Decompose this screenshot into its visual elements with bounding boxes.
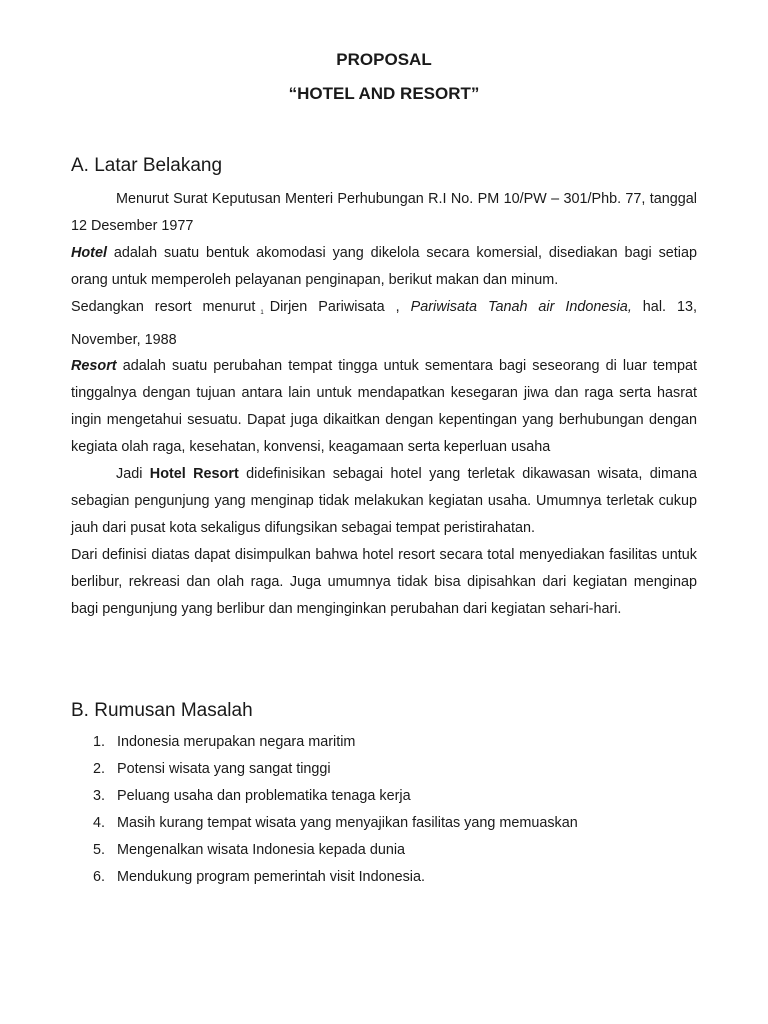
list-item bbox=[71, 864, 578, 891]
resort-source-author: Dirjen Pariwisata , bbox=[269, 298, 411, 315]
list-number: 3. bbox=[93, 787, 106, 804]
document-title: PROPOSAL bbox=[336, 50, 432, 69]
list-text: Potensi wisata yang sangat tinggi bbox=[117, 760, 331, 777]
resort-source-book: Pariwisata Tanah air Indonesia, bbox=[410, 298, 632, 315]
term-resort: Resort bbox=[71, 358, 117, 375]
list-number: 4. bbox=[93, 814, 106, 831]
hotel-resort-text: didefinisikan sebagai hotel yang terletak dikawasan wisata, dimana sebagian pengunjung yang menginap tidak melakukan kegiatan usaha. Umumnya terletak cukup jauh dari pusat kota sekaligus difungsikan sebagai tempat peristirahatan. bbox=[71, 466, 698, 536]
list-item bbox=[71, 729, 578, 756]
list-text: Mendukung program pemerintah visit Indonesia. bbox=[117, 868, 425, 885]
list-item bbox=[71, 837, 578, 864]
paragraph-resort-source bbox=[71, 294, 697, 354]
paragraph-decree: Menurut Surat Keputusan Menteri Perhubungan R.I No. PM 10/PW – 301/Phb. 77, tanggal 12 Desember 1977 bbox=[71, 191, 697, 234]
section-a-body bbox=[71, 186, 697, 623]
document-subtitle: “HOTEL AND RESORT” bbox=[288, 84, 480, 103]
list-text: Peluang usaha dan problematika tenaga kerja bbox=[117, 787, 411, 804]
list-item bbox=[71, 783, 578, 810]
paragraph-hotel-definition bbox=[71, 240, 697, 294]
footnote-marker: 1 bbox=[260, 309, 264, 316]
resort-source-end: hal. 13, November, 1988 bbox=[71, 298, 697, 348]
list-item bbox=[71, 756, 578, 783]
section-a-heading: A. Latar Belakang bbox=[71, 155, 223, 176]
list-item bbox=[71, 810, 578, 837]
paragraph-resort-definition bbox=[71, 353, 697, 461]
problem-list bbox=[71, 729, 578, 890]
hotel-definition-text: adalah suatu bentuk akomodasi yang dikelola secara komersial, disediakan bagi setiap orang untuk memperoleh pelayanan penginapan, berikut makan dan minum. bbox=[71, 244, 697, 288]
term-hotel-resort: Hotel Resort bbox=[149, 466, 239, 483]
list-text: Indonesia merupakan negara maritim bbox=[117, 734, 356, 750]
paragraph-hotel-resort bbox=[71, 461, 697, 542]
list-text: Mengenalkan wisata Indonesia kepada dunia bbox=[117, 841, 406, 858]
list-text: Masih kurang tempat wisata yang menyajikan fasilitas yang memuaskan bbox=[117, 814, 578, 831]
list-number: 1. bbox=[93, 734, 106, 750]
resort-source-start: Sedangkan resort menurut bbox=[71, 298, 256, 315]
term-hotel: Hotel bbox=[71, 244, 107, 261]
resort-definition-text: adalah suatu perubahan tempat tingga untuk sementara bagi seseorang di luar tempat tinggalnya dengan tujuan antara lain untuk mendapatkan kesegaran jiwa dan raga serta hasrat ingin mengetahui sesuatu. Dapat juga dikaitkan dengan kepentingan yang berhubungan dengan kegiata olah raga, kesehatan, konvensi, keagamaan serta keperluan usaha bbox=[71, 358, 697, 456]
paragraph-conclusion: Dari definisi diatas dapat disimpulkan bahwa hotel resort secara total menyediakan fasilitas untuk berlibur, rekreasi dan olah raga. Juga umumnya tidak bisa dipisahkan dari kegiatan menginap bagi pengunjung yang berlibur dan menginginkan perubahan dari kegiatan sehari-hari. bbox=[71, 546, 697, 617]
hotel-resort-start: Jadi bbox=[116, 466, 150, 483]
list-number: 6. bbox=[93, 868, 106, 885]
list-number: 5. bbox=[93, 841, 106, 858]
list-number: 2. bbox=[93, 760, 106, 777]
section-b-heading: B. Rumusan Masalah bbox=[71, 700, 253, 721]
